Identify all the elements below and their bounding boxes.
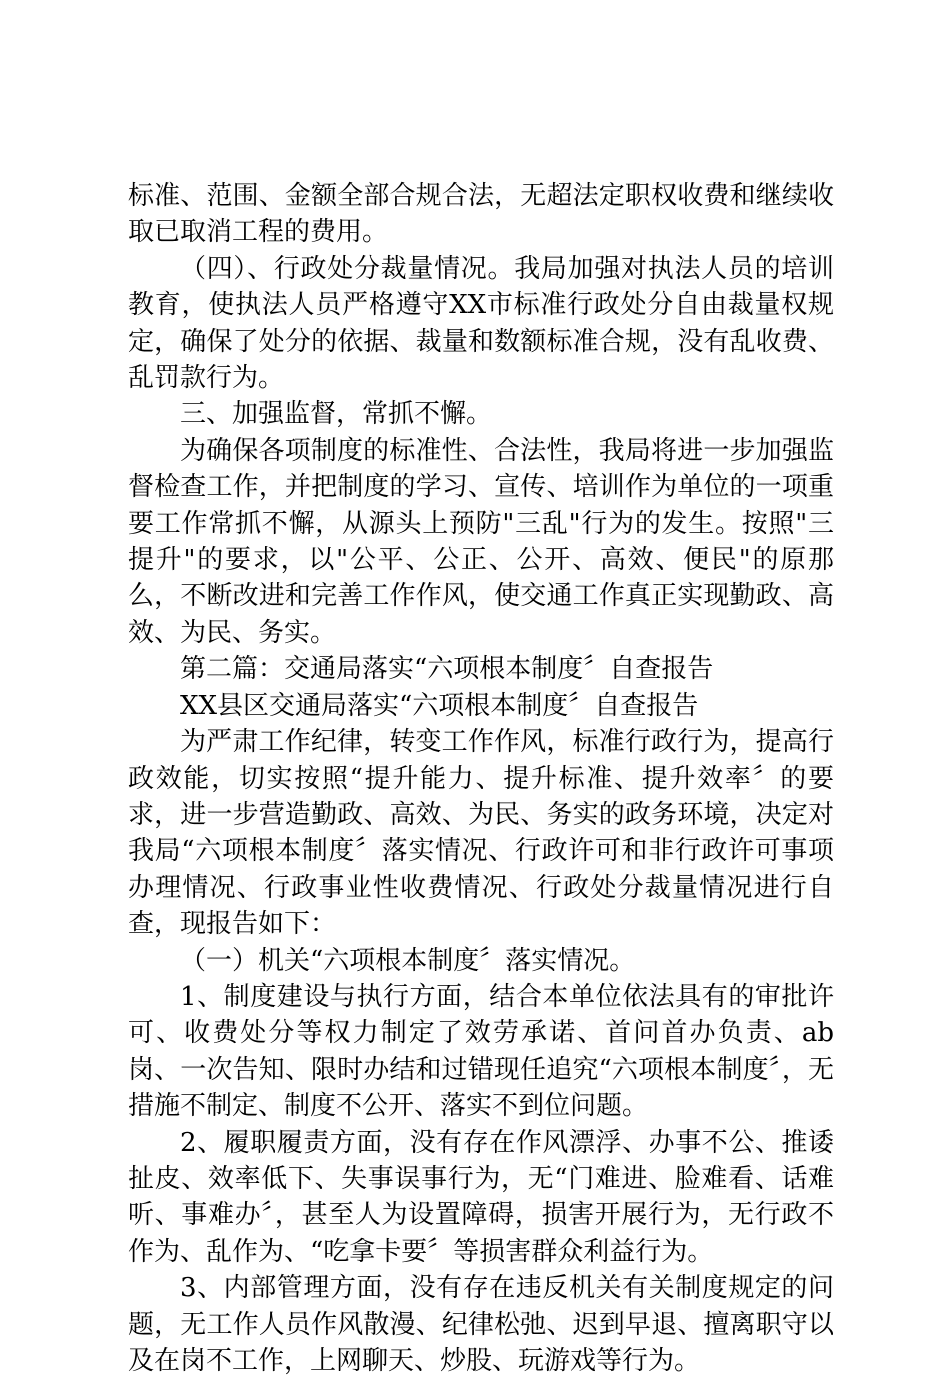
paragraph-item-2: 2、履职履责方面，没有存在作风漂浮、办事不公、推诿扯皮、效率低下、失事误事行为，无“门难进、脸难看、话难听、事难办〞，甚至人为设置障碍，损害开展行为，无行政不作为、乱作为、“吃拿卡要〞等损害群众利益行为。 (128, 1127, 834, 1267)
heading-part-two: 第二篇：交通局落实“六项根本制度〞自查报告 (180, 654, 714, 685)
document-page (128, 178, 834, 1379)
report-title: XX县区交通局落实“六项根本制度〞自查报告 (180, 690, 699, 721)
paragraph-fee-compliance: 标准、范围、金额全部合规合法，无超法定职权收费和继续收取已取消工程的费用。 (128, 181, 834, 248)
paragraph-report-intro: 为严肃工作纪律，转变工作作风，标准行政行为，提高行政效能，切实按照“提升能力、提升标准、提升效率〞的要求，进一步营造勤政、高效、为民、务实的政务环境，决定对我局“六项根本制度〞落实情况、行政许可和非行政许可事项办理情况、行政事业性收费情况、行政处分裁量情况进行自查，现报告如下： (128, 727, 834, 940)
heading-strengthen-supervision: 三、加强监督，常抓不懈。 (180, 399, 493, 430)
paragraph-item-1: 1、制度建设与执行方面，结合本单位依法具有的审批许可、收费处分等权力制定了效劳承诺、首问首办负责、ab岗、一次告知、限时办结和过错现任追究“六项根本制度〞，无措施不制定、制度不公开、落实不到位问题。 (128, 981, 834, 1122)
paragraph-penalty-discretion: （四）、行政处分裁量情况。我局加强对执法人员的培训教育，使执法人员严格遵守XX市标准行政处分自由裁量权规定，确保了处分的依据、裁量和数额标准合规，没有乱收费、乱罚款行为。 (128, 253, 834, 394)
paragraph-item-3: 3、内部管理方面，没有存在违反机关有关制度规定的问题，无工作人员作风散漫、纪律松弛、迟到早退、擅离职守以及在岗不工作，上网聊天、炒股、玩游戏等行为。 (128, 1273, 834, 1376)
heading-section-one: （一）机关“六项根本制度〞落实情况。 (180, 945, 636, 976)
paragraph-supervision-detail: 为确保各项制度的标准性、合法性，我局将进一步加强监督检查工作，并把制度的学习、宣传、培训作为单位的一项重要工作常抓不懈，从源头上预防"三乱"行为的发生。按照"三提升"的要求，以"公平、公正、公开、高效、便民"的原那么，不断改进和完善工作作风，使交通工作真正实现勤政、高效、为民、务实。 (128, 435, 834, 648)
